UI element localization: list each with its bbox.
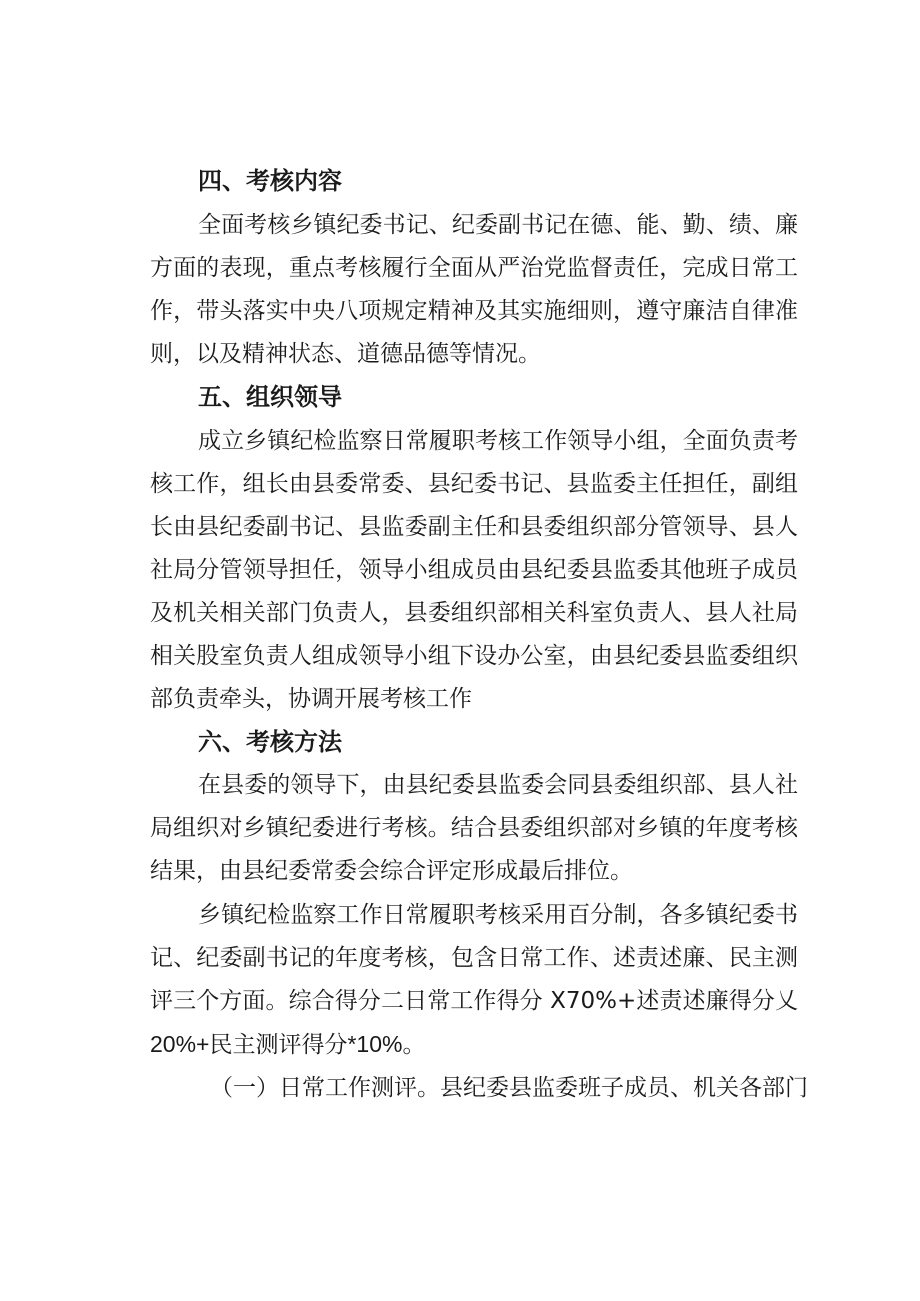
paragraph-line: 方面的表现，重点考核履行全面从严治党监督责任，完成日常工 bbox=[150, 255, 798, 281]
section-heading-assessment-content: 四、考核内容 bbox=[198, 167, 342, 195]
paragraph-line: 结果，由县纪委常委会综合评定形成最后排位。 bbox=[150, 858, 633, 884]
paragraph-line: 部负责牵头，协调开展考核工作 bbox=[150, 686, 472, 712]
paragraph-line: 乡镇纪检监察工作日常履职考核采用百分制，各多镇纪委书 bbox=[198, 902, 798, 928]
paragraph-line: 全面考核乡镇纪委书记、纪委副书记在德、能、勤、绩、廉 bbox=[198, 212, 798, 238]
paragraph-line: 记、纪委副书记的年度考核，包含日常工作、述责述廉、民主测 bbox=[150, 945, 798, 971]
paragraph-line: 则，以及精神状态、道德品德等情况。 bbox=[150, 341, 541, 367]
paragraph-line: 在县委的领导下，由县纪委县监委会同县委组织部、县人社 bbox=[198, 772, 798, 798]
paragraph-line: （一）日常工作测评。县纪委县监委班子成员、机关各部门 bbox=[210, 1075, 808, 1101]
paragraph-line: 社局分管领导担任，领导小组成员由县纪委县监委其他班子成员 bbox=[150, 557, 798, 583]
paragraph-line: 相关股室负责人组成领导小组下设办公室，由县纪委县监委组织 bbox=[150, 643, 798, 669]
paragraph-line: 局组织对乡镇纪委进行考核。结合县委组织部对乡镇的年度考核 bbox=[150, 815, 798, 841]
section-heading-organization-leadership: 五、组织领导 bbox=[198, 383, 342, 411]
paragraph-line: 及机关相关部门负责人，县委组织部相关科室负责人、县人社局 bbox=[150, 600, 798, 626]
paragraph-line: 长由县纪委副书记、县监委副主任和县委组织部分管领导、县人 bbox=[150, 514, 798, 540]
paragraph-line: 作，带头落实中央八项规定精神及其实施细则，遵守廉洁自律准 bbox=[150, 298, 798, 324]
section-heading-assessment-method: 六、考核方法 bbox=[198, 728, 342, 756]
paragraph-line: 评三个方面。综合得分二日常工作得分 X70%+述责述廉得分乂 bbox=[150, 988, 798, 1014]
paragraph-line: 20%+民主测评得分*10%。 bbox=[150, 1031, 426, 1057]
paragraph-line: 核工作，组长由县委常委、县纪委书记、县监委主任担任，副组 bbox=[150, 471, 798, 497]
paragraph-line: 成立乡镇纪检监察日常履职考核工作领导小组，全面负责考 bbox=[198, 428, 798, 454]
